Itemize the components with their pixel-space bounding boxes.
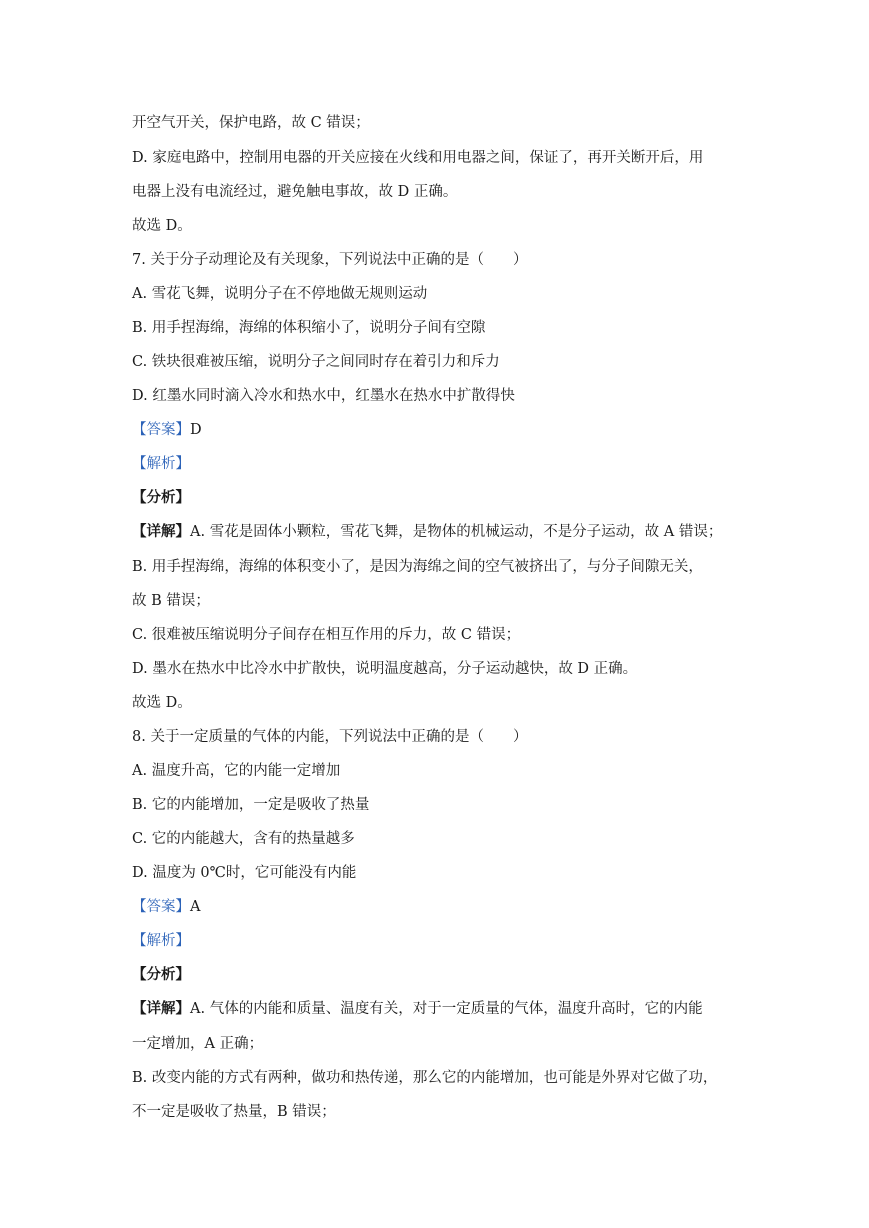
breakdown-tag: 【分析】 <box>132 966 190 983</box>
text-line: 故选 D。 <box>132 695 192 711</box>
analysis-tag: 【解析】 <box>132 933 190 949</box>
text-line: 故选 D。 <box>132 218 192 234</box>
detail-tag: 【详解】 <box>132 523 190 540</box>
option-c: C. 铁块很难被压缩，说明分子之间同时存在着引力和斥力 <box>132 354 500 370</box>
text-line: 电器上没有电流经过，避免触电事故，故 D 正确。 <box>132 184 458 200</box>
option-d: D. 温度为 0℃时，它可能没有内能 <box>132 865 357 881</box>
text-line: D. 家庭电路中，控制用电器的开关应接在火线和用电器之间，保证了，再开关断开后，用 <box>132 150 704 166</box>
question-7-stem: 7. 关于分子动理论及有关现象，下列说法中正确的是（ ） <box>132 252 528 268</box>
text-line: B. 改变内能的方式有两种，做功和热传递，那么它的内能增加，也可能是外界对它做了功， <box>132 1070 718 1086</box>
answer-tag: 【答案】 <box>132 422 190 438</box>
text-line: D. 墨水在热水中比冷水中扩散快，说明温度越高，分子运动越快，故 D 正确。 <box>132 661 638 677</box>
text-line: 开空气开关，保护电路，故 C 错误； <box>132 115 370 131</box>
option-b: B. 用手捏海绵，海绵的体积缩小了，说明分子间有空隙 <box>132 320 486 336</box>
answer-line: 【答案】D <box>132 422 202 438</box>
breakdown-line <box>132 965 749 985</box>
detail-line: 【详解】A. 雪花是固体小颗粒，雪花飞舞，是物体的机械运动，不是分子运动，故 A 错误； <box>132 523 723 540</box>
text-line: B. 用手捏海绵，海绵的体积变小了，是因为海绵之间的空气被挤出了，与分子间隙无关， <box>132 559 703 575</box>
detail-tag: 【详解】 <box>132 1000 190 1017</box>
breakdown-tag: 【分析】 <box>132 489 190 506</box>
question-8-stem: 8. 关于一定质量的气体的内能，下列说法中正确的是（ ） <box>132 729 528 745</box>
analysis-line <box>132 454 749 474</box>
option-b: B. 它的内能增加，一定是吸收了热量 <box>132 797 370 813</box>
text-line: 故 B 错误； <box>132 593 210 609</box>
option-a: A. 温度升高，它的内能一定增加 <box>132 763 341 779</box>
analysis-tag: 【解析】 <box>132 456 190 472</box>
option-c: C. 它的内能越大，含有的热量越多 <box>132 831 355 847</box>
text-line: C. 很难被压缩说明分子间存在相互作用的斥力，故 C 错误； <box>132 627 521 643</box>
analysis-line <box>132 931 749 951</box>
option-a: A. 雪花飞舞，说明分子在不停地做无规则运动 <box>132 286 428 302</box>
text-line: 不一定是吸收了热量，B 错误； <box>132 1104 336 1120</box>
breakdown-line <box>132 488 749 508</box>
text-line: 一定增加，A 正确； <box>132 1036 264 1052</box>
option-d: D. 红墨水同时滴入冷水和热水中，红墨水在热水中扩散得快 <box>132 388 515 404</box>
detail-line: 【详解】A. 气体的内能和质量、温度有关，对于一定质量的气体，温度升高时，它的内能 <box>132 1000 703 1017</box>
answer-line: 【答案】A <box>132 899 201 915</box>
answer-tag: 【答案】 <box>132 899 190 915</box>
